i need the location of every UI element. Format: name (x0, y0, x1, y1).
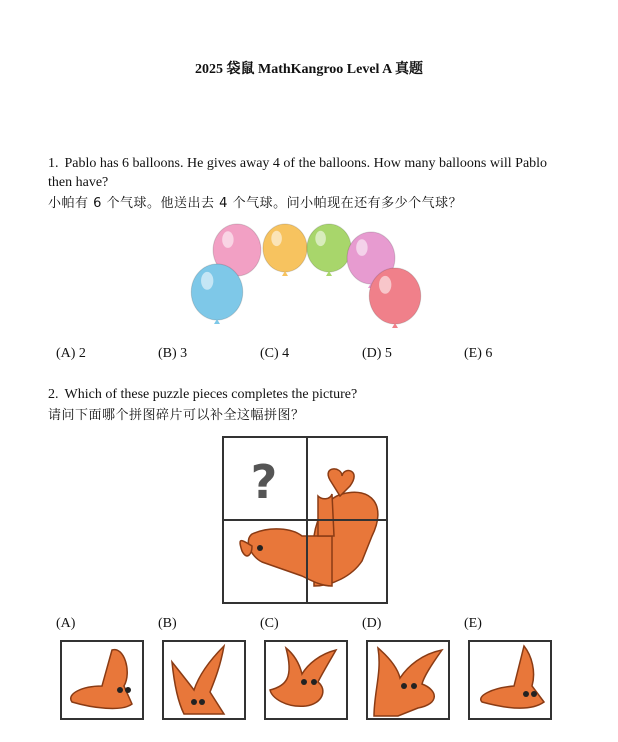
question-1-text (48, 154, 568, 192)
balloons-illustration (185, 220, 435, 330)
q2-option-d-piece[interactable] (366, 640, 450, 720)
missing-piece-mark: ? (250, 455, 278, 509)
question-1-chinese: 小帕有 6 个气球。他送出去 4 个气球。问小帕现在还有多少个气球？ (48, 196, 463, 211)
question-2-text (48, 385, 568, 404)
balloon-highlight (356, 239, 367, 256)
q1-option-a[interactable]: (A) 2 (56, 346, 86, 361)
q2-option-e-piece[interactable] (468, 640, 552, 720)
q1-option-b[interactable]: (B) 3 (158, 346, 188, 361)
q1-option-c[interactable]: (C) 4 (260, 346, 290, 361)
q1-option-d[interactable]: (D) 5 (362, 346, 392, 361)
balloon (191, 264, 243, 320)
question-2-chinese: 请问下面哪个拼图碎片可以补全这幅拼图？ (48, 408, 305, 423)
page-title: 2025 袋鼠 MathKangroo Level A 真题 (194, 62, 424, 77)
balloon-highlight (222, 231, 233, 248)
q2-option-c-label: (C) (260, 616, 279, 631)
balloon (263, 224, 307, 272)
question-2-english: Which of these puzzle pieces completes the picture? (64, 387, 358, 402)
balloon-highlight (201, 272, 213, 290)
balloon (307, 224, 351, 272)
q2-option-a-piece[interactable] (60, 640, 144, 720)
puzzle-picture (222, 436, 388, 604)
question-1-english: Pablo has 6 balloons. He gives away 4 of the balloons. How many balloons will Pablo then have? (48, 156, 548, 190)
balloon (369, 268, 421, 324)
q2-option-e-label: (E) (464, 616, 482, 631)
question-2-number: 2. (48, 387, 59, 402)
q2-option-a-label: (A) (56, 616, 76, 631)
q1-option-e[interactable]: (E) 6 (464, 346, 493, 361)
balloon-highlight (379, 276, 391, 294)
balloon-highlight (271, 231, 282, 246)
q2-option-c-piece[interactable] (264, 640, 348, 720)
question-1-number: 1. (48, 156, 59, 171)
q2-option-b-label: (B) (158, 616, 177, 631)
balloon-highlight (315, 231, 326, 246)
q2-option-b-piece[interactable] (162, 640, 246, 720)
q2-option-d-label: (D) (362, 616, 382, 631)
